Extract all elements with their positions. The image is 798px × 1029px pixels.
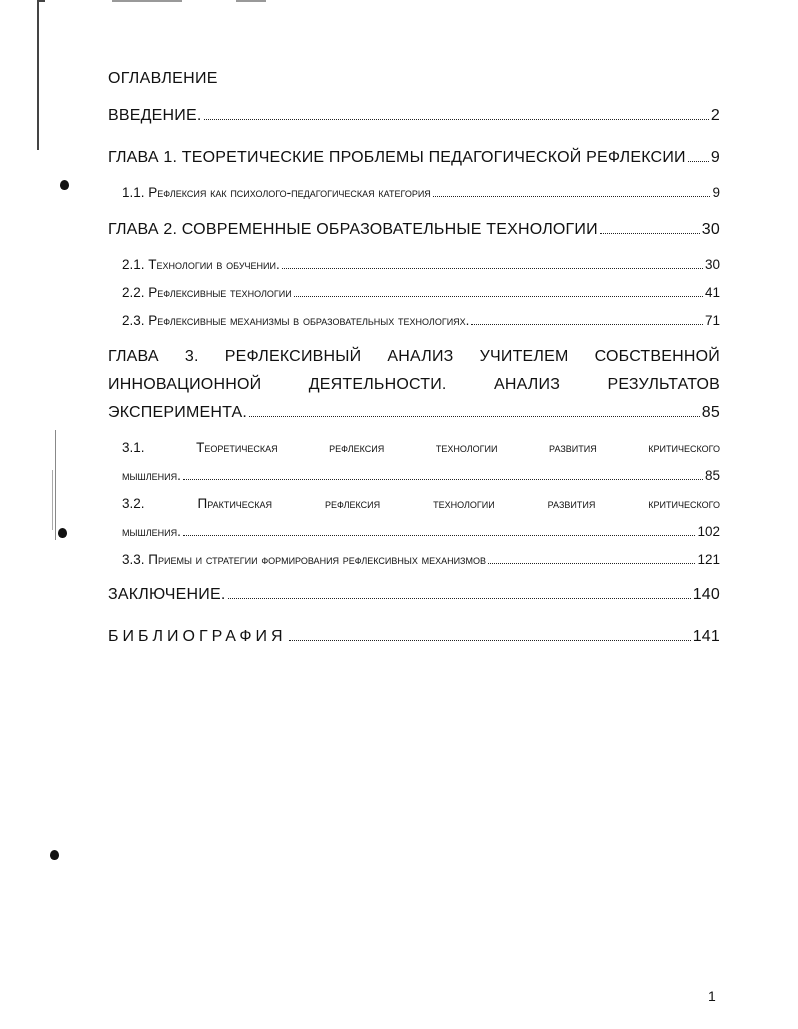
dot-leader [228, 586, 691, 599]
dot-leader [282, 257, 703, 269]
toc-entry-label: 2.1. Технологии в обучении. [122, 257, 280, 272]
toc-entry-section-2-3[interactable] [122, 313, 720, 328]
toc-entry-chapter-3-line-2[interactable]: ИННОВАЦИОННОЙ ДЕЯТЕЛЬНОСТИ. АНАЛИЗ РЕЗУЛЬТАТОВ [108, 376, 720, 393]
toc-entry-page: 41 [704, 285, 720, 300]
toc-entry-label: 2.2. Рефлексивные технологии [122, 285, 292, 300]
hole-punch-dot-icon [58, 528, 67, 538]
scan-top-mark [236, 0, 266, 2]
toc-entry-page: 102 [697, 524, 720, 539]
dot-leader [289, 628, 691, 641]
dot-leader [433, 185, 711, 197]
scan-edge-line [37, 0, 45, 2]
hole-punch-dot-icon [60, 180, 69, 190]
hole-punch-dot-icon [50, 850, 59, 860]
toc-entry-label: ГЛАВА 2. СОВРЕМЕННЫЕ ОБРАЗОВАТЕЛЬНЫЕ ТЕХНОЛОГИИ [108, 221, 598, 239]
scan-top-mark [112, 0, 182, 2]
toc-entry-introduction[interactable] [108, 107, 720, 125]
toc-entry-section-3-1[interactable] [122, 468, 720, 483]
dot-leader [183, 468, 703, 480]
dot-leader [471, 313, 703, 325]
toc-entry-label: 1.1. Рефлексия как психолого-педагогическая категория [122, 185, 431, 200]
toc-entry-section-3-2-line-1[interactable]: 3.2. Практическая рефлексия технологии развития критического [122, 496, 720, 511]
toc-entry-label: БИБЛИОГРАФИЯ [108, 628, 287, 646]
toc-entry-bibliography[interactable] [108, 628, 720, 646]
scan-edge-line [37, 0, 39, 150]
toc-entry-page: 140 [692, 586, 720, 604]
toc-entry-chapter-2[interactable] [108, 221, 720, 239]
toc-entry-label: 3.3. Приемы и стратегии формирования рефлексивных механизмов [122, 552, 486, 567]
toc-entry-page: 9 [712, 185, 720, 200]
toc-entry-section-3-1-line-1[interactable]: 3.1. Теоретическая рефлексия технологии развития критического [122, 440, 720, 455]
toc-entry-page: 71 [704, 313, 720, 328]
toc-entry-label: мышления. [122, 524, 181, 539]
toc-heading: ОГЛАВЛЕНИЕ [108, 70, 218, 87]
toc-entry-label: мышления. [122, 468, 181, 483]
toc-entry-chapter-3-line-1[interactable]: ГЛАВА 3. РЕФЛЕКСИВНЫЙ АНАЛИЗ УЧИТЕЛЕМ СОБСТВЕННОЙ [108, 348, 720, 365]
scan-margin-line [55, 430, 56, 540]
dot-leader [183, 524, 696, 536]
toc-entry-chapter-3[interactable] [108, 404, 720, 422]
toc-entry-page: 9 [710, 149, 720, 167]
dot-leader [488, 552, 695, 564]
toc-entry-label: ВВЕДЕНИЕ. [108, 107, 202, 125]
toc-entry-page: 2 [710, 107, 720, 125]
toc-entry-page: 30 [701, 221, 720, 239]
dot-leader [204, 107, 709, 120]
toc-entry-page: 121 [697, 552, 720, 567]
dot-leader [249, 404, 700, 417]
page-number: 1 [708, 988, 716, 1004]
toc-entry-section-3-2[interactable] [122, 524, 720, 539]
toc-entry-page: 141 [692, 628, 720, 646]
dot-leader [294, 285, 703, 297]
scan-margin-line [52, 470, 53, 530]
toc-entry-page: 85 [704, 468, 720, 483]
toc-entry-label: ЗАКЛЮЧЕНИЕ. [108, 586, 226, 604]
dot-leader [600, 221, 700, 234]
toc-entry-chapter-1[interactable] [108, 149, 720, 167]
toc-entry-label: ГЛАВА 1. ТЕОРЕТИЧЕСКИЕ ПРОБЛЕМЫ ПЕДАГОГИЧЕСКОЙ РЕФЛЕКСИИ [108, 149, 686, 167]
toc-entry-section-3-3[interactable] [122, 552, 720, 567]
toc-entry-section-2-1[interactable] [122, 257, 720, 272]
toc-entry-section-1-1[interactable] [122, 185, 720, 200]
dot-leader [688, 149, 709, 162]
toc-entry-page: 30 [704, 257, 720, 272]
toc-entry-section-2-2[interactable] [122, 285, 720, 300]
toc-entry-page: 85 [701, 404, 720, 422]
toc-entry-label: 2.3. Рефлексивные механизмы в образовательных технологиях. [122, 313, 470, 328]
toc-entry-label: ЭКСПЕРИМЕНТА. [108, 404, 248, 422]
toc-entry-conclusion[interactable] [108, 586, 720, 604]
